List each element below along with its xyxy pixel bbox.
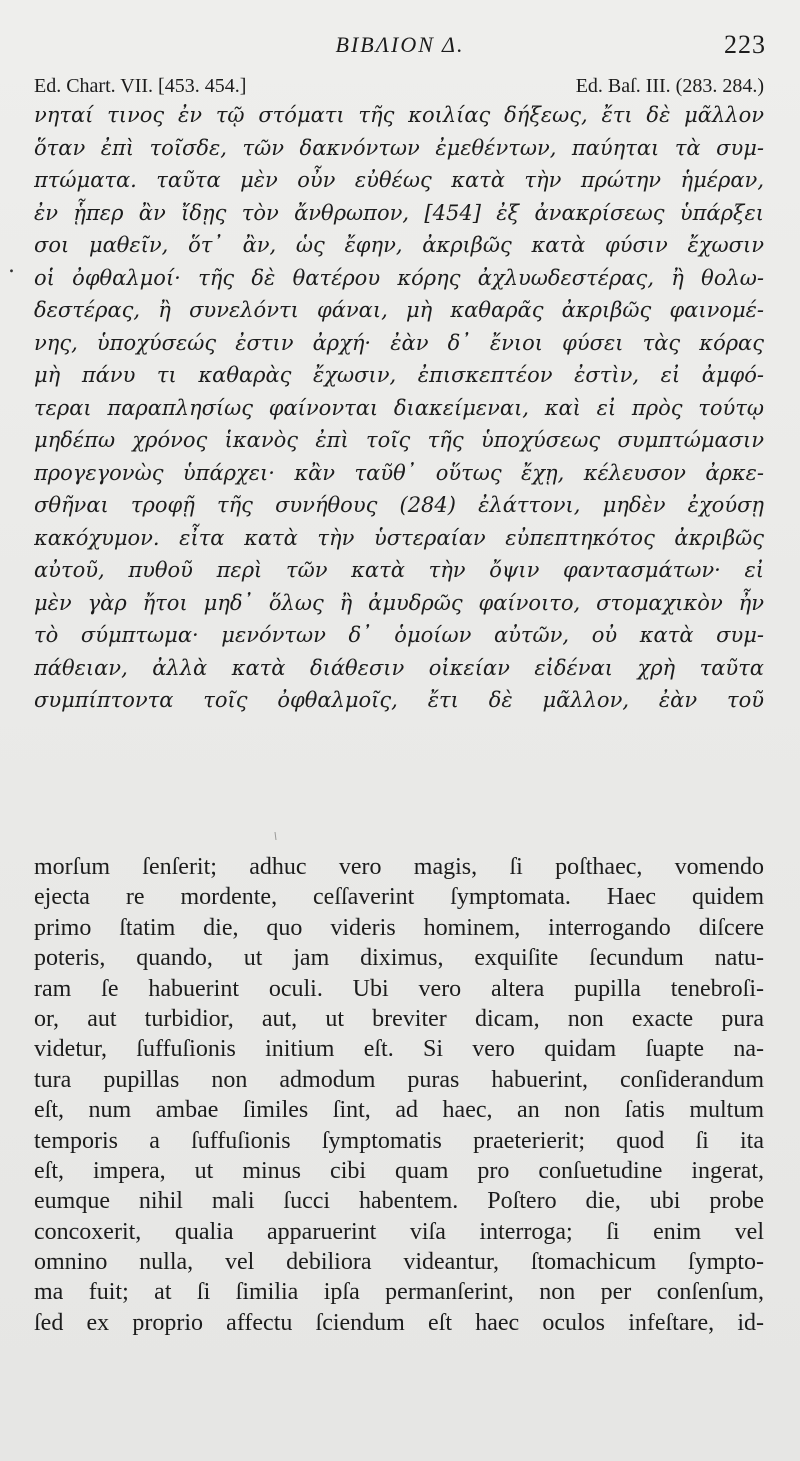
greek-line: κακόχυμον. εἶτα κατὰ τὴν ὑστεραίαν εὐπεπτηκότος ἀκριβῶς [34,525,764,550]
edition-references [34,72,764,100]
latin-line: tura pupillas non admodum puras habuerint, conſiderandum [34,1066,764,1093]
running-title: ΒΙΒΛΙΟΝ Δ. [335,32,465,57]
latin-line: poteris, quando, ut jam diximus, exquiſite ſecundum natu- [34,945,764,972]
latin-line: eſt, impera, ut minus cibi quam pro conſuetudine ingerat, [34,1157,764,1184]
latin-line: concoxerit, qualia apparuerint viſa interroga; ſi enim vel [34,1218,764,1245]
greek-line: τεραι παραπλησίως φαίνονται διακείμεναι, καὶ εἰ πρὸς τούτῳ [34,395,764,420]
latin-line: ma fuit; at ſi ſimilia ipſa permanſerint, non per conſenſum, [34,1279,764,1306]
latin-line: ejecta re mordente, ceſſaverint ſymptomata. Haec quidem [34,884,764,911]
margin-dot: . [8,253,15,278]
latin-line: ſed ex proprio affectu ſciendum eſt haec oculos infeſtare, id- [34,1309,764,1336]
latin-line: primo ſtatim die, quo videris hominem, interrogando diſcere [34,914,764,941]
greek-line: πάθειαν, ἀλλὰ κατὰ διάθεσιν οἰκείαν εἰδέναι χρὴ ταῦτα [34,655,764,680]
greek-line: οἱ ὀφθαλμοί· τῆς δὲ θατέρου κόρης ἀχλυωδεστέρας, ἢ θολω- [34,265,764,290]
edition-reference-basel: Ed. Baſ. III. (283. 284.) [575,75,764,97]
latin-text-block [34,852,764,1338]
greek-line: μὴ πάνυ τι καθαρὰς ἔχωσιν, ἐπισκεπτέον ἐστὶν, εἰ ἀμφό- [34,363,764,387]
greek-line: ὅταν ἐπὶ τοῖσδε, τῶν δακνόντων ἐμεθέντων, παύηται τὰ συμ- [34,135,764,160]
greek-text-block [34,99,764,717]
greek-line: πτώματα. ταῦτα μὲν οὖν εὐθέως κατὰ τὴν πρώτην ἡμέραν, [34,168,764,192]
page-number: 223 [724,30,766,59]
latin-line: or, aut turbidior, aut, ut breviter dicam, non exacte pura [34,1005,764,1032]
greek-line: προγεγονὼς ὑπάρχει· κἂν ταῦθ᾽ οὕτως ἔχῃ, κέλευσον ἀρκε- [34,460,764,485]
greek-line: συμπίπτοντα τοῖς ὀφθαλμοῖς, ἔτι δὲ μᾶλλον, ἐὰν τοῦ [34,688,764,712]
greek-line: αὐτοῦ, πυθοῦ περὶ τῶν κατὰ τὴν ὄψιν φαντασμάτων· εἰ [34,558,764,582]
greek-line: μὲν γὰρ ἤτοι μηδ᾽ ὅλως ἢ ἀμυδρῶς φαίνοιτο, στομαχικὸν ἦν [34,590,764,615]
latin-line: videtur, ſuffuſionis initium eſt. Si vero quidam ſuapte na- [34,1036,764,1063]
greek-line: ἐν ᾗπερ ἂν ἴδῃς τὸν ἄνθρωπον, [454] ἐξ ἀνακρίσεως ὑπάρξει [34,200,764,225]
latin-line: omnino nulla, vel debiliora videantur, ſtomachicum ſympto- [34,1249,764,1276]
greek-line: σθῆναι τροφῇ τῆς συνήθους (284) ἐλάττονι, μηδὲν ἐχούσῃ [34,493,764,517]
greek-line: νης, ὑποχύσεώς ἐστιν ἀρχή· ἐὰν δ᾽ ἔνιοι φύσει τὰς κόρας [34,330,764,355]
text-divider-mark [270,800,280,840]
latin-line: temporis a ſuffuſionis ſymptomatis praeterierit; quod ſi ita [34,1127,764,1154]
latin-line: eumque nihil mali ſucci habentem. Poſtero die, ubi probe [34,1188,764,1215]
latin-line: ram ſe habuerint oculi. Ubi vero altera pupilla tenebroſi- [34,975,764,1002]
greek-line: νηταί τινος ἐν τῷ στόματι τῆς κοιλίας δήξεως, ἔτι δὲ μᾶλλον [34,103,764,127]
edition-reference-chart: Ed. Chart. VII. [453. 454.] [34,75,247,97]
latin-line: eſt, num ambae ſimiles ſint, ad haec, an non ſatis multum [34,1097,764,1124]
greek-line: σοι μαθεῖν, ὅτ᾽ ἂν, ὡς ἔφην, ἀκριβῶς κατὰ φύσιν ἔχωσιν [34,233,764,257]
latin-line: morſum ſenſerit; adhuc vero magis, ſi poſthaec, vomendo [34,854,764,880]
greek-line: μηδέπω χρόνος ἱκανὸς ἐπὶ τοῖς τῆς ὑποχύσεως συμπτώμασιν [34,428,764,452]
page-header [0,30,800,64]
greek-line: τὸ σύμπτωμα· μενόντων δ᾽ ὁμοίων αὐτῶν, οὐ κατὰ συμ- [34,623,764,647]
greek-line: δεστέρας, ἢ συνελόντι φάναι, μὴ καθαρᾶς ἀκριβῶς φαινομέ- [34,298,764,322]
